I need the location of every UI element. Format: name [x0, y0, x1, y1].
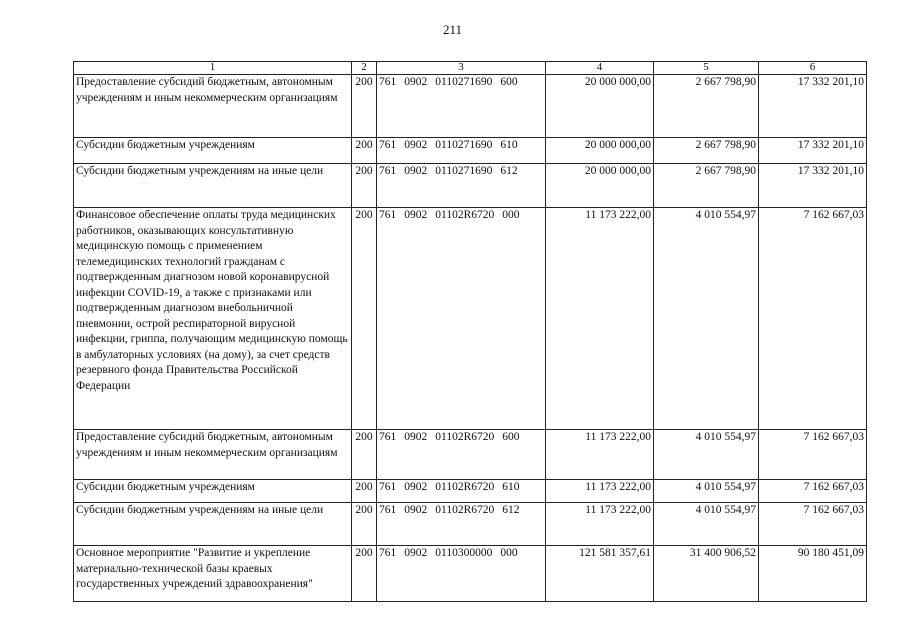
- row-description: Субсидии бюджетным учреждениям на иные цели: [74, 164, 352, 208]
- row-col5-value: 4 010 554,97: [654, 480, 759, 503]
- row-budget-code: [377, 546, 546, 602]
- row-description: Предоставление субсидий бюджетным, автономным учреждениям и иным некоммерческим организациям: [74, 430, 352, 480]
- row-col5-value: 2 667 798,90: [654, 164, 759, 208]
- header-col-2: 2: [352, 62, 377, 75]
- row-description: Субсидии бюджетным учреждениям: [74, 480, 352, 503]
- header-col-4: 4: [546, 62, 654, 75]
- header-col-6: 6: [759, 62, 867, 75]
- header-col-5: 5: [654, 62, 759, 75]
- code-ministry: 761: [379, 76, 397, 88]
- table-row: [74, 480, 867, 503]
- row-description: Предоставление субсидий бюджетным, автономным учреждениям и иным некоммерческим организациям: [74, 75, 352, 138]
- row-description: Основное мероприятие "Развитие и укрепление материально-технической базы краевых государственных учреждений здравоохранения": [74, 546, 352, 602]
- row-section-code: 200: [352, 138, 377, 164]
- row-section-code: 200: [352, 480, 377, 503]
- row-description: Финансовое обеспечение оплаты труда медицинских работников, оказывающих консультативную медицинскую помощь с применением телемедицинских технологий гражданам с подтвержденным диагнозом новой коронавирусной инфекции COVID-19, а также с признаками или подтвержденным диагнозом внебольничной пневмонии, острой респираторной вирусной инфекции, гриппа, получающим медицинскую помощь в амбулаторных условиях (на дому), за счет средств резервного фонда Правительства Российской Федерации: [74, 208, 352, 430]
- row-section-code: 200: [352, 503, 377, 546]
- row-col5-value: 4 010 554,97: [654, 430, 759, 480]
- header-col-3: 3: [377, 62, 546, 75]
- row-col5-value: 2 667 798,90: [654, 75, 759, 138]
- row-col4-value: 20 000 000,00: [546, 164, 654, 208]
- row-section-code: 200: [352, 164, 377, 208]
- row-col6-value: 7 162 667,03: [759, 480, 867, 503]
- code-target: 01102R6720: [435, 431, 495, 443]
- row-col6-value: 90 180 451,09: [759, 546, 867, 602]
- code-section: 0902: [404, 504, 428, 516]
- row-col6-value: 7 162 667,03: [759, 503, 867, 546]
- code-expense-type: 600: [500, 76, 518, 88]
- code-target: 0110300000: [435, 547, 493, 559]
- code-expense-type: 600: [502, 431, 520, 443]
- table-row: [74, 138, 867, 164]
- row-budget-code: [377, 503, 546, 546]
- table-header-row: [74, 62, 867, 75]
- row-col6-value: 7 162 667,03: [759, 208, 867, 430]
- row-col5-value: 2 667 798,90: [654, 138, 759, 164]
- row-budget-code: [377, 75, 546, 138]
- code-ministry: 761: [379, 431, 397, 443]
- table-row: [74, 164, 867, 208]
- code-expense-type: 000: [500, 547, 518, 559]
- code-target: 0110271690: [435, 139, 493, 151]
- code-target: 01102R6720: [435, 209, 495, 221]
- code-target: 0110271690: [435, 165, 493, 177]
- code-expense-type: 610: [502, 481, 520, 493]
- code-target: 01102R6720: [435, 481, 495, 493]
- row-budget-code: [377, 208, 546, 430]
- row-col4-value: 11 173 222,00: [546, 430, 654, 480]
- code-ministry: 761: [379, 547, 397, 559]
- code-expense-type: 610: [500, 139, 518, 151]
- row-description: Субсидии бюджетным учреждениям: [74, 138, 352, 164]
- table-row: [74, 75, 867, 138]
- page-number: 211: [442, 22, 463, 37]
- row-col5-value: 4 010 554,97: [654, 208, 759, 430]
- code-target: 01102R6720: [435, 504, 495, 516]
- code-section: 0902: [404, 165, 428, 177]
- row-col4-value: 20 000 000,00: [546, 138, 654, 164]
- row-col6-value: 17 332 201,10: [759, 75, 867, 138]
- row-budget-code: [377, 164, 546, 208]
- code-section: 0902: [404, 481, 428, 493]
- row-section-code: 200: [352, 208, 377, 430]
- row-col4-value: 11 173 222,00: [546, 480, 654, 503]
- code-section: 0902: [404, 76, 428, 88]
- code-target: 0110271690: [435, 76, 493, 88]
- code-expense-type: 612: [500, 165, 518, 177]
- row-col4-value: 11 173 222,00: [546, 503, 654, 546]
- row-col4-value: 11 173 222,00: [546, 208, 654, 430]
- code-section: 0902: [404, 139, 428, 151]
- code-section: 0902: [404, 431, 428, 443]
- code-section: 0902: [404, 209, 428, 221]
- table-row: [74, 546, 867, 602]
- header-col-1: 1: [74, 62, 352, 75]
- row-col6-value: 17 332 201,10: [759, 164, 867, 208]
- row-section-code: 200: [352, 75, 377, 138]
- row-budget-code: [377, 480, 546, 503]
- row-section-code: 200: [352, 546, 377, 602]
- code-ministry: 761: [379, 139, 397, 151]
- code-section: 0902: [404, 547, 428, 559]
- row-description: Субсидии бюджетным учреждениям на иные цели: [74, 503, 352, 546]
- row-col4-value: 20 000 000,00: [546, 75, 654, 138]
- row-budget-code: [377, 430, 546, 480]
- row-section-code: 200: [352, 430, 377, 480]
- table-row: [74, 430, 867, 480]
- row-col6-value: 7 162 667,03: [759, 430, 867, 480]
- table-row: [74, 208, 867, 430]
- row-col5-value: 4 010 554,97: [654, 503, 759, 546]
- code-ministry: 761: [379, 504, 397, 516]
- code-ministry: 761: [379, 165, 397, 177]
- code-ministry: 761: [379, 481, 397, 493]
- table-row: [74, 503, 867, 546]
- row-budget-code: [377, 138, 546, 164]
- row-col6-value: 17 332 201,10: [759, 138, 867, 164]
- code-expense-type: 000: [502, 209, 520, 221]
- row-col5-value: 31 400 906,52: [654, 546, 759, 602]
- code-ministry: 761: [379, 209, 397, 221]
- budget-table: [73, 61, 867, 602]
- code-expense-type: 612: [502, 504, 520, 516]
- row-col4-value: 121 581 357,61: [546, 546, 654, 602]
